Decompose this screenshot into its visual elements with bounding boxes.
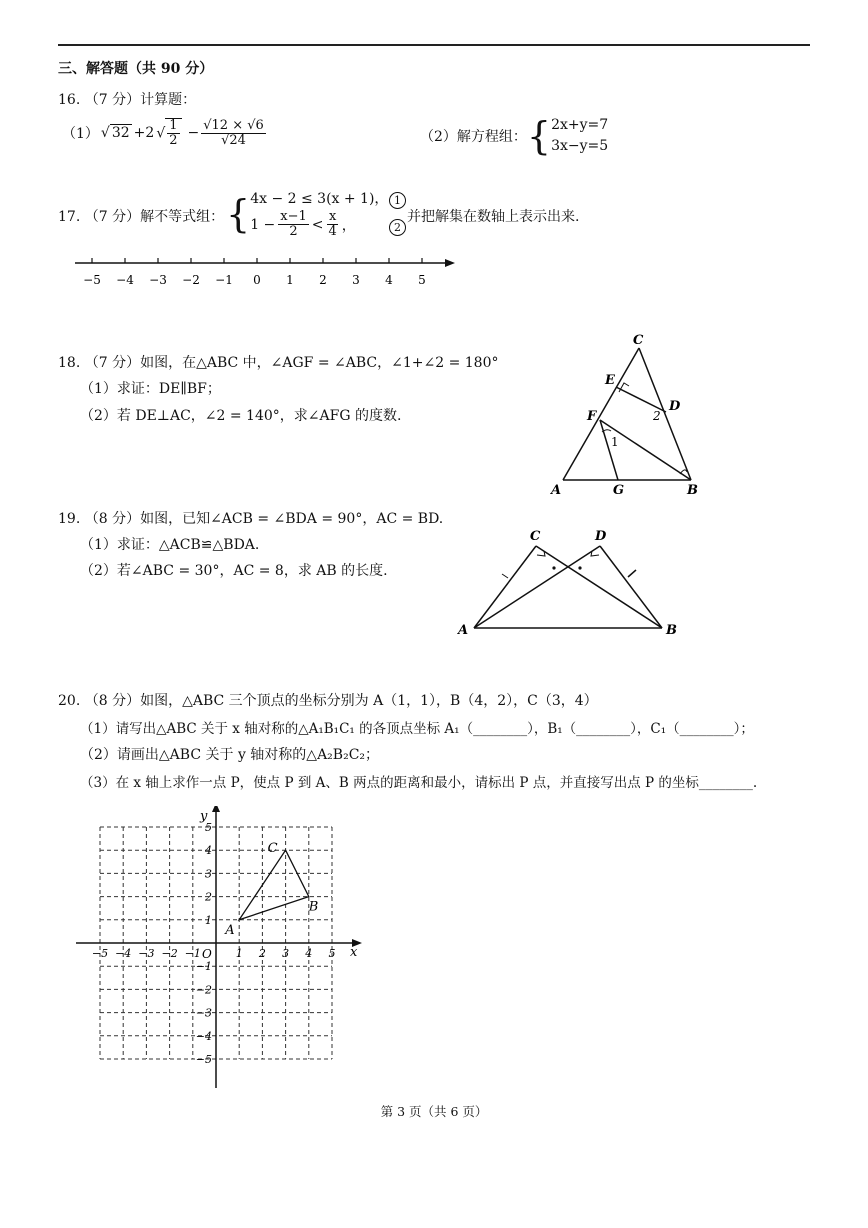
x-tick-label: 3 [282, 947, 290, 960]
label-e: E [605, 373, 615, 388]
q17-frac2-den: 4 [328, 224, 337, 240]
x-tick-label: −3 [138, 947, 155, 960]
q17-frac2-num: x [328, 209, 337, 224]
q19-p2: （2）若∠ABC = 30°，AC = 8，求 AB 的长度. [80, 563, 388, 579]
q16-eq1: 2x+y=7 [551, 117, 609, 133]
q20-p1: （1）请写出△ABC 关于 x 轴对称的△A₁B₁C₁ 的各顶点坐标 A₁（________），B₁（________），C₁（________）； [80, 721, 754, 737]
q17-frac1-num: x−1 [280, 209, 307, 224]
q17-mark2: 2 [389, 219, 406, 236]
number-line-tick-label: −1 [215, 273, 233, 287]
point-c-label: C [267, 841, 278, 857]
q17-frac2 [327, 210, 339, 240]
q18-p2: （2）若 DE⊥AC，∠2 = 140°，求∠AFG 的度数. [80, 408, 402, 424]
q16-half-den: 2 [169, 133, 178, 149]
x-axis-label: x [350, 945, 358, 960]
q16-p1-label: （1） [62, 126, 99, 143]
segment-ad [474, 546, 600, 628]
q18-p1: （1）求证：DE∥BF； [80, 381, 221, 397]
segment-fg [600, 420, 618, 480]
q19-figure [452, 524, 692, 644]
q17-system [226, 188, 388, 240]
coordinate-grid [70, 806, 370, 1096]
q16-eq2: 3x−y=5 [551, 138, 609, 154]
label-b: B [666, 623, 677, 638]
q16-plus2: +2 [133, 125, 155, 142]
label-a: A [458, 623, 469, 638]
y-tick-label: 2 [205, 890, 212, 904]
number-line-tick-label: 3 [352, 273, 360, 287]
label-f: F [587, 409, 597, 424]
label-g: G [613, 483, 625, 498]
x-tick-label: −2 [161, 947, 178, 960]
q16-frac2 [201, 119, 266, 149]
number-line-tick-label: −2 [182, 273, 200, 287]
q18-figure [545, 332, 715, 502]
y-tick-label: −2 [195, 983, 212, 997]
x-tick-label: −5 [91, 947, 109, 960]
q20-head: 20. （8 分）如图，△ABC 三个顶点的坐标分别为 A（1，1），B（4，2），C（3，4） [58, 693, 598, 709]
number-line-tick-label: 0 [253, 273, 261, 287]
q16-brace: { [526, 114, 552, 158]
page-footer: 第 3 页（共 6 页） [380, 1104, 488, 1119]
q16-frac2-den: √24 [221, 132, 246, 148]
q19-p1: （1）求证：△ACB≌△BDA. [80, 537, 260, 553]
q20-p2: （2）请画出△ABC 关于 y 轴对称的△A₂B₂C₂； [80, 747, 380, 763]
x-tick-label: −4 [115, 947, 132, 960]
q16-part1: （1） √ 32 +2 √ $\frac{1}{2}$ − $\frac{√12 \times √6}{√24}$ [62, 117, 264, 149]
q17-brace: { [226, 191, 251, 236]
x-tick-label: 5 [328, 947, 336, 960]
q19-head: 19. （8 分）如图，已知∠ACB = ∠BDA = 90°，AC = BD. [58, 511, 444, 527]
q17-frac1 [278, 210, 309, 240]
angle-dot-1 [552, 566, 555, 569]
number-line-tick-label: −5 [83, 273, 101, 287]
q17-tail: 并把解集在数轴上表示出来. [407, 209, 580, 225]
label-c: C [633, 333, 644, 348]
q16-sqrt32: √ 32 [100, 125, 130, 142]
x-tick-label: 1 [235, 947, 243, 960]
angle-b-arc [680, 470, 687, 474]
y-tick-label: −5 [195, 1053, 212, 1066]
q17-mark1: 1 [389, 192, 406, 209]
y-tick-label: 1 [205, 913, 212, 927]
q16-frac2-num: √12 × √6 [203, 117, 264, 133]
q17-eq1: 4x − 2 ≤ 3(x + 1)， [250, 191, 389, 207]
q20-p3: （3）在 x 轴上求作一点 P，使点 P 到 A、B 两点的距离和最小，请标出 P 点，并直接写出点 P 的坐标________. [80, 775, 758, 791]
q16-half-num: 1 [169, 118, 178, 133]
label-c: C [530, 529, 541, 544]
q16-head: 16. （7 分）计算题： [58, 92, 197, 108]
origin-label: O [202, 947, 212, 961]
segment-fb [600, 420, 691, 480]
q18-head: 18. （7 分）如图，在△ABC 中，∠AGF = ∠ABC，∠1+∠2 = 180° [58, 355, 499, 371]
segment-ac [474, 546, 536, 628]
tick-ac [502, 574, 508, 578]
point-b-label: B [308, 899, 319, 915]
number-line-tick-label: 2 [319, 273, 327, 287]
q17-eq2-post: ， [341, 217, 356, 234]
q17-eq2-pre: 1 − [250, 216, 276, 233]
y-axis-label: y [200, 809, 208, 824]
q16-p2-label: （2）解方程组： [420, 129, 527, 145]
number-line [70, 250, 460, 295]
number-line-tick-label: −4 [116, 273, 134, 287]
y-tick-label: −1 [195, 960, 212, 974]
x-tick-label: 2 [258, 947, 266, 960]
angle-dot-2 [578, 566, 581, 569]
right-angle-d [591, 551, 599, 556]
right-angle-c [537, 551, 545, 556]
q16-sqrt-half: √ $\frac{1}{2}$ [156, 118, 181, 149]
side-cb [639, 348, 691, 480]
y-axis-arrow [212, 806, 220, 812]
q17-lt: < [311, 216, 324, 233]
segment-db [600, 546, 662, 628]
number-line-arrow [445, 259, 455, 267]
y-tick-label: −4 [195, 1029, 212, 1043]
triangle-abc [239, 850, 309, 920]
number-line-tick-label: 4 [385, 273, 393, 287]
label-b: B [687, 483, 698, 498]
segment-cb [536, 546, 662, 628]
y-tick-label: −3 [195, 1006, 212, 1020]
number-line-tick-label: 5 [418, 273, 426, 287]
label-a: A [551, 483, 562, 498]
x-tick-label: 4 [305, 947, 313, 960]
tick-bd [628, 570, 636, 577]
y-tick-label: 3 [205, 867, 212, 881]
top-rule [58, 44, 810, 46]
angle-1-label: 1 [611, 435, 619, 449]
number-line-tick-label: −3 [149, 273, 167, 287]
q17-head: 17. （7 分）解不等式组： [58, 209, 225, 225]
section-title: 三、解答题（共 90 分） [58, 61, 214, 77]
label-d: D [669, 399, 681, 414]
number-line-tick-label: 1 [286, 273, 294, 287]
y-tick-label: 5 [205, 821, 212, 834]
q16-part2 [420, 115, 608, 157]
point-a-label: A [225, 922, 235, 938]
angle-2-label: 2 [653, 409, 661, 423]
y-tick-label: 4 [205, 844, 212, 858]
label-d: D [595, 529, 607, 544]
x-tick-label: −1 [184, 947, 201, 960]
side-ac [563, 348, 639, 480]
q17-frac1-den: 2 [289, 224, 298, 240]
q16-sqrt32-radicand: 32 [111, 125, 130, 142]
